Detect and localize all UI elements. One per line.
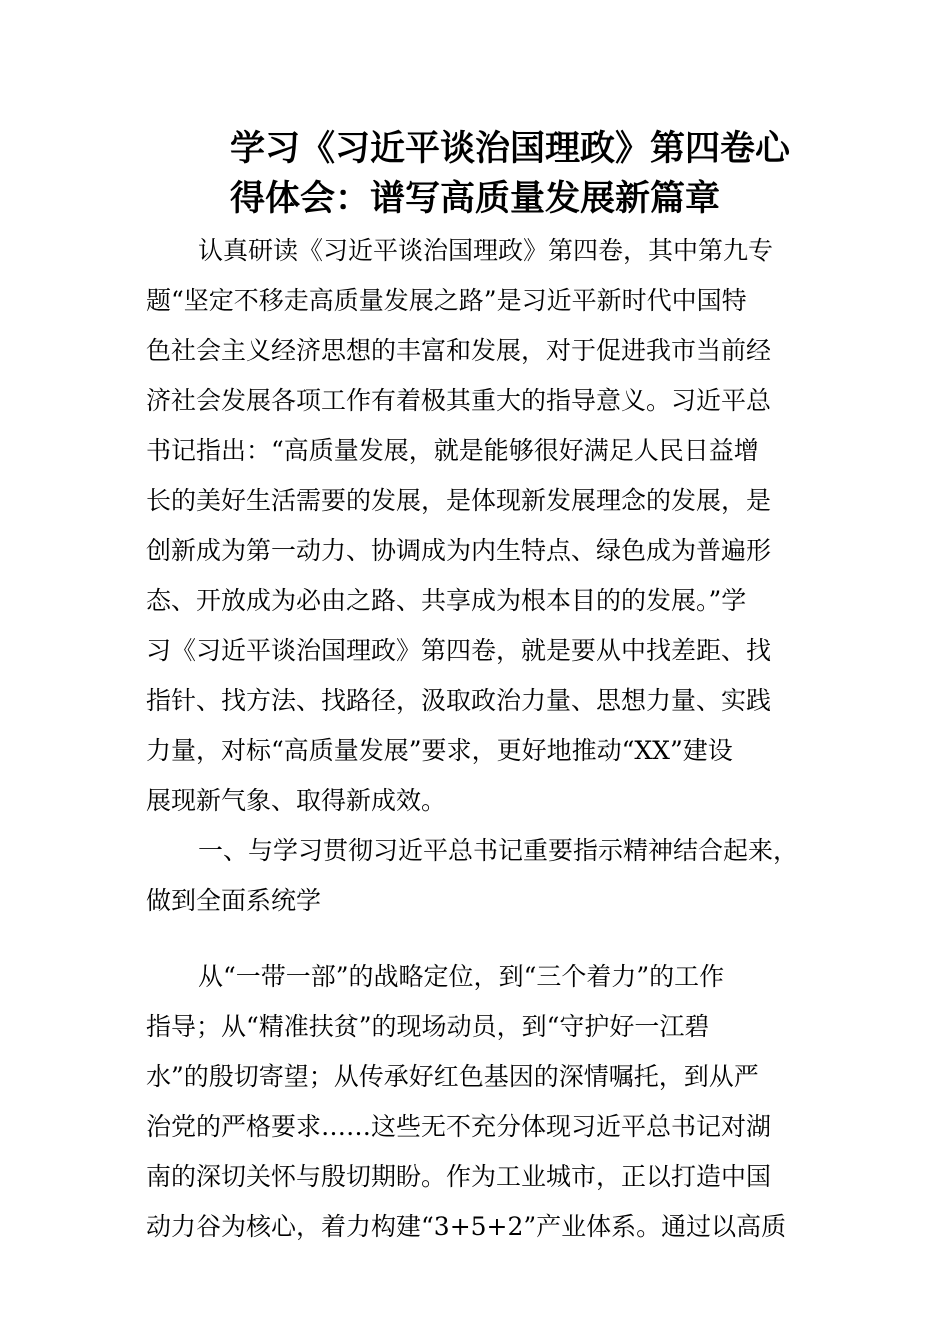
heading-line: 一、与学习贯彻习近平总书记重要指示精神结合起来， bbox=[198, 836, 799, 865]
text-line: 南的深切关怀与殷切期盼。作为工业城市，正以打造中国 bbox=[146, 1162, 772, 1191]
text-line: 色社会主义经济思想的丰富和发展，对于促进我市当前经 bbox=[146, 336, 772, 365]
document-body bbox=[146, 226, 806, 1252]
section-heading-1 bbox=[146, 826, 806, 926]
text-line: 创新成为第一动力、协调成为内生特点、绿色成为普遍形 bbox=[146, 536, 772, 565]
text-line: 态、开放成为必由之路、共享成为根本目的的发展。”学 bbox=[146, 586, 747, 615]
text-line: 指针、找方法、找路径，汲取政治力量、思想力量、实践 bbox=[146, 686, 772, 715]
text-line: 水”的殷切寄望；从传承好红色基因的深情嘱托，到从严 bbox=[146, 1062, 759, 1091]
text-line: 动力谷为核心，着力构建“3+5+2”产业体系。通过以高质 bbox=[146, 1212, 787, 1241]
text-line: 书记指出：“高质量发展，就是能够很好满足人民日益增 bbox=[146, 436, 759, 465]
title-line: 学习《习近平谈治国理政》第四卷心 bbox=[230, 129, 791, 169]
title-line: 得体会：谱写高质量发展新篇章 bbox=[230, 179, 721, 219]
text-line: 认真研读《习近平谈治国理政》第四卷，其中第九专 bbox=[198, 236, 774, 265]
text-line: 题“坚定不移走高质量发展之路”是习近平新时代中国特 bbox=[146, 286, 747, 315]
text-line: 长的美好生活需要的发展，是体现新发展理念的发展，是 bbox=[146, 486, 772, 515]
text-line: 习《习近平谈治国理政》第四卷，就是要从中找差距、找 bbox=[146, 636, 772, 665]
text-line: 济社会发展各项工作有着极其重大的指导意义。习近平总 bbox=[146, 386, 772, 415]
document-title bbox=[230, 124, 810, 224]
text-line: 指导；从“精准扶贫”的现场动员，到“守护好一江碧 bbox=[146, 1012, 710, 1041]
paragraph-intro bbox=[146, 226, 806, 826]
paragraph-section-1 bbox=[146, 952, 806, 1252]
text-line: 力量，对标“高质量发展”要求，更好地推动“XX”建设 bbox=[146, 736, 733, 765]
heading-line: 做到全面系统学 bbox=[146, 886, 322, 915]
text-line: 展现新气象、取得新成效。 bbox=[146, 786, 447, 815]
text-line: 从“一带一部”的战略定位，到“三个着力”的工作 bbox=[198, 962, 725, 991]
text-line: 治党的严格要求……这些无不充分体现习近平总书记对湖 bbox=[146, 1112, 772, 1141]
paragraph-spacer bbox=[146, 926, 806, 952]
